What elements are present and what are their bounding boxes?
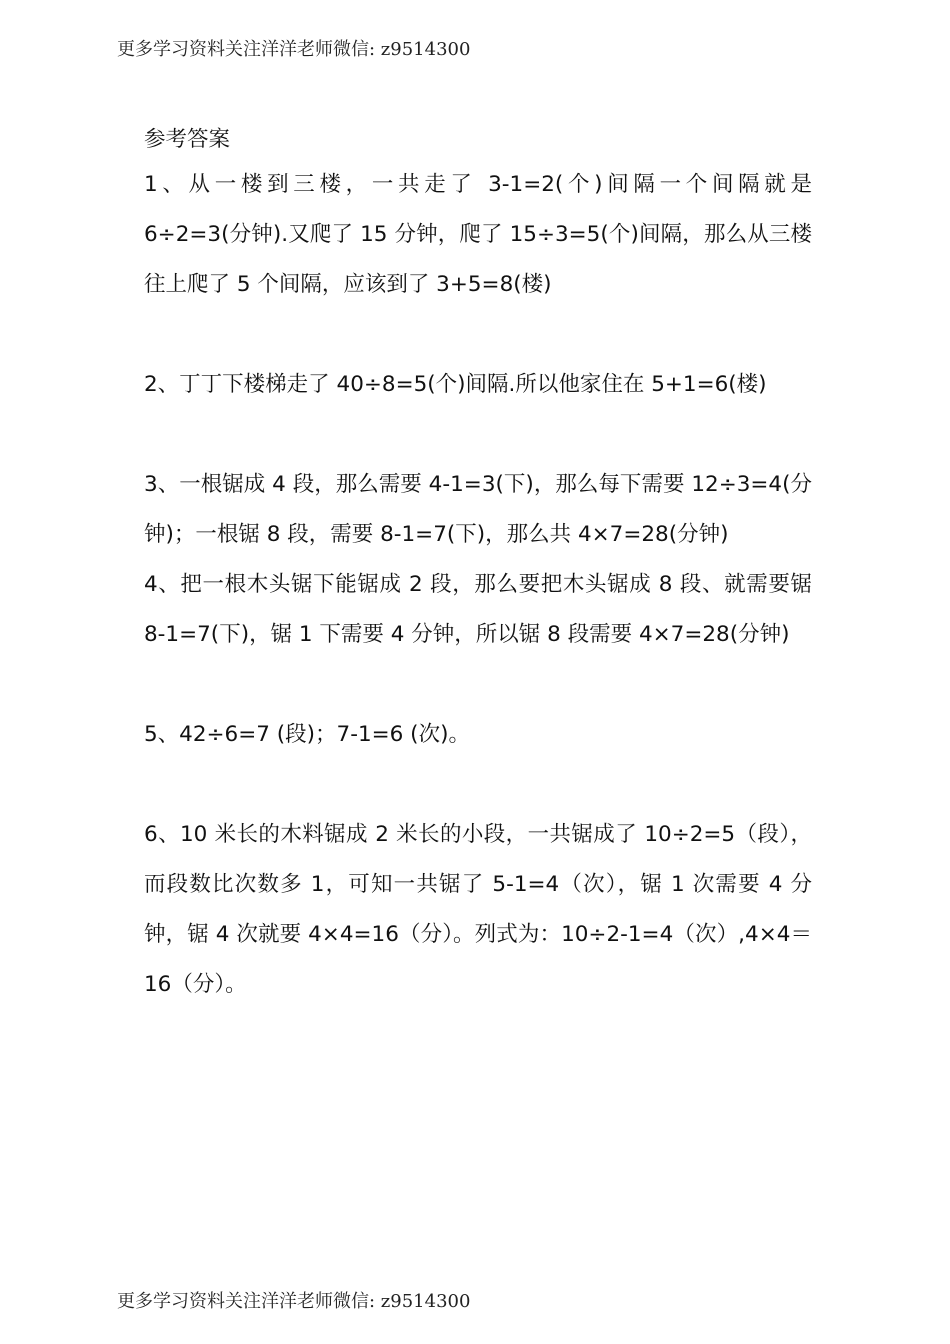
document-body	[144, 120, 812, 1010]
answer-4: 4、把一根木头锯下能锯成 2 段，那么要把木头锯成 8 段、就需要锯 8-1=7(下)，锯 1 下需要 4 分钟，所以锯 8 段需要 4×7=28(分钟)	[144, 572, 812, 647]
paragraph-gap	[144, 660, 812, 710]
document-title: 参考答案	[144, 127, 231, 152]
answer-2: 2、丁丁下楼梯走了 40÷8=5(个)间隔.所以他家住在 5+1=6(楼)	[144, 372, 767, 397]
paragraph-gap	[144, 760, 812, 810]
answer-6: 6、10 米长的木料锯成 2 米长的小段，一共锯成了 10÷2=5（段），而段数比次数多 1，可知一共锯了 5-1=4（次），锯 1 次需要 4 分钟，锯 4 次就要 4×4=16（分）。列式为：10÷2-1=4（次）,4×4＝16（分）。	[144, 822, 812, 997]
answer-3: 3、一根锯成 4 段，那么需要 4-1=3(下)，那么每下需要 12÷3=4(分钟)；一根锯 8 段，需要 8-1=7(下)，那么共 4×7=28(分钟)	[144, 472, 812, 547]
answer-1: 1、从一楼到三楼，一共走了 3-1=2(个)间隔一个间隔就是 6÷2=3(分钟).又爬了 15 分钟，爬了 15÷3=5(个)间隔，那么从三楼往上爬了 5 个间隔，应该到了 3+5=8(楼)	[144, 172, 812, 297]
paragraph-gap	[144, 310, 812, 360]
paragraph-gap	[144, 410, 812, 460]
footer-watermark: 更多学习资料关注洋洋老师微信: z9514300	[117, 1291, 471, 1312]
header-watermark: 更多学习资料关注洋洋老师微信: z9514300	[117, 39, 471, 60]
answer-5: 5、42÷6=7 (段)；7-1=6 (次)。	[144, 722, 470, 747]
